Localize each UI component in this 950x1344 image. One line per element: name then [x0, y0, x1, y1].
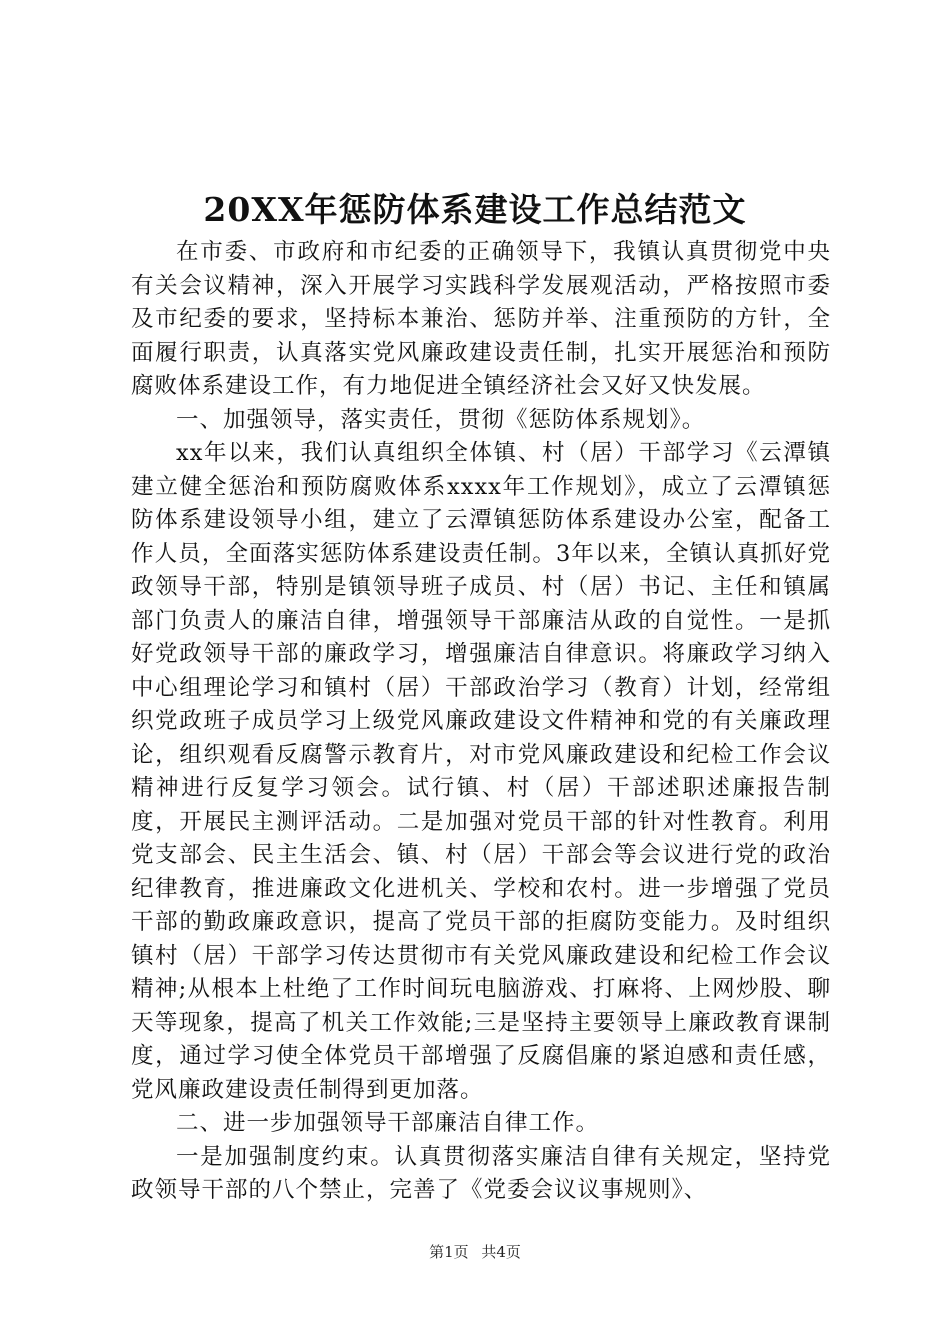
page-number: 第1页 [429, 1243, 469, 1261]
section-heading-1: 一、加强领导，落实责任，贯彻《惩防体系规划》。 [176, 406, 706, 433]
section-heading-2: 二、进一步加强领导干部廉洁自律工作。 [176, 1110, 600, 1136]
paragraph-section-2: 一是加强制度约束。认真贯彻落实廉洁自律有关规定，坚持党政领导干部的八个禁止，完善了《党委会议议事规则》、 [131, 1143, 831, 1203]
paragraph-section-1: xx年以来，我们认真组织全体镇、村（居）干部学习《云潭镇建立健全惩治和预防腐败体系xxxx年工作规划》，成立了云潭镇惩防体系建设领导小组，建立了云潭镇惩防体系建设办公室，配备工作人员，全面落实惩防体系建设责任制。3年以来，全镇认真抓好党政领导干部，特别是镇领导班子成员、村（居）书记、主任和镇属部门负责人的廉洁自律，增强领导干部廉洁从政的自觉性。一是抓好党政领导干部的廉政学习，增强廉洁自律意识。将廉政学习纳入中心组理论学习和镇村（居）干部政治学习（教育）计划，经常组织党政班子成员学习上级党风廉政建设文件精神和党的有关廉政理论，组织观看反腐警示教育片，对市党风廉政建设和纪检工作会议精神进行反复学习领会。试行镇、村（居）干部述职述廉报告制度，开展民主测评活动。二是加强对党员干部的针对性教育。利用党支部会、民主生活会、镇、村（居）干部会等会议进行党的政治纪律教育，推进廉政文化进机关、学校和农村。进一步增强了党员干部的勤政廉政意识，提高了党员干部的拒腐防变能力。及时组织镇村（居）干部学习传达贯彻市有关党风廉政建设和纪检工作会议精神;从根本上杜绝了工作时间玩电脑游戏、打麻将、上网炒股、聊天等现象，提高了机关工作效能;三是坚持主要领导上廉政教育课制度，通过学习使全体党员干部增强了反腐倡廉的紧迫感和责任感，党风廉政建设责任制得到更加落。 [131, 440, 831, 1103]
page-total: 共4页 [481, 1243, 521, 1261]
paragraph-intro: 在市委、市政府和市纪委的正确领导下，我镇认真贯彻党中央有关会议精神，深入开展学习实践科学发展观活动，严格按照市委及市纪委的要求，坚持标本兼治、惩防并举、注重预防的方针，全面履行职责，认真落实党风廉政建设责任制，扎实开展惩治和预防腐败体系建设工作，有力地促进全镇经济社会又好又快发展。 [131, 239, 831, 399]
document-body [131, 236, 831, 1208]
document-title: 20XX年惩防体系建设工作总结范文 [203, 190, 747, 229]
page-footer [0, 1242, 950, 1262]
